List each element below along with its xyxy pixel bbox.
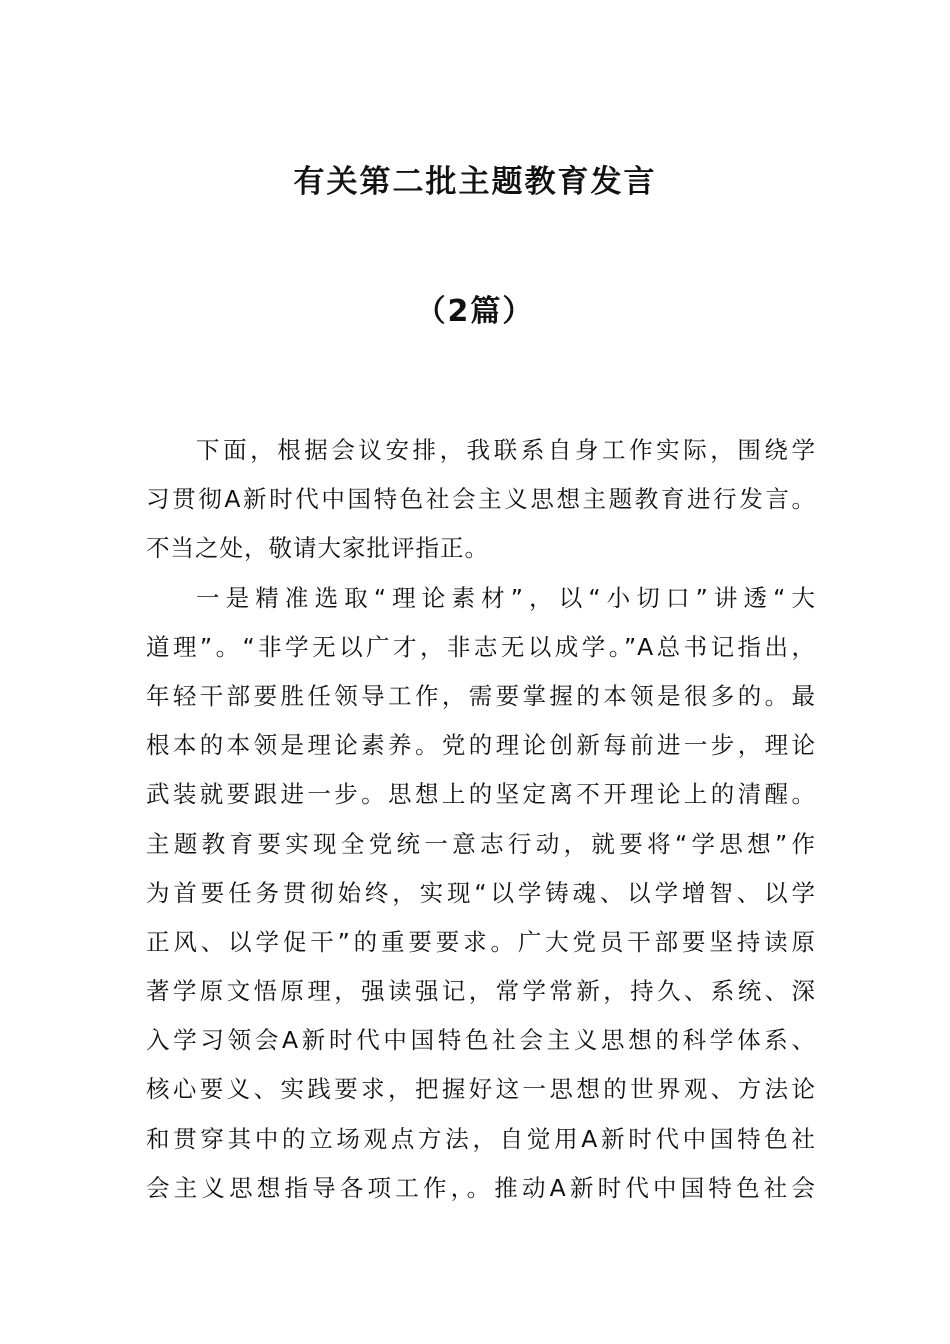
- paragraph-2-line-12: 和贯穿其中的立场观点方法，自觉用A新时代中国特色社: [146, 1124, 816, 1153]
- paragraph-2-line-7: 为首要任务贯彻始终，实现“以学铸魂、以学增智、以学: [146, 878, 816, 907]
- paragraph-2-line-13: 会主义思想指导各项工作，。推动A新时代中国特色社会: [146, 1173, 816, 1202]
- paragraph-2-line-4: 根本的本领是理论素养。党的理论创新每前进一步，理论: [146, 731, 816, 760]
- paragraph-2-line-10: 入学习领会A新时代中国特色社会主义思想的科学体系、: [146, 1026, 816, 1055]
- paragraph-1-line-2: 习贯彻A新时代中国特色社会主义思想主题教育进行发言。: [146, 485, 816, 514]
- paragraph-2-line-5: 武装就要跟进一步。思想上的坚定离不开理论上的清醒。: [146, 780, 816, 809]
- document-body: [146, 426, 816, 1213]
- paragraph-2-line-11: 核心要义、实践要求，把握好这一思想的世界观、方法论: [146, 1075, 816, 1104]
- document-subtitle: （2篇）: [415, 294, 535, 329]
- document-title: 有关第二批主题教育发言: [293, 164, 657, 200]
- paragraph-2-line-2: 道理”。“非学无以广才，非志无以成学。”A总书记指出，: [146, 632, 816, 661]
- paragraph-1-line-3: 不当之处，敬请大家批评指正。: [146, 534, 489, 563]
- paragraph-1-line-1: 下面，根据会议安排，我联系自身工作实际，围绕学: [196, 436, 816, 464]
- paragraph-2-line-1: 一是精准选取“理论素材”，以“小切口”讲透“大: [196, 583, 816, 612]
- paragraph-2-line-6: 主题教育要实现全党统一意志行动，就要将“学思想”作: [146, 829, 816, 858]
- paragraph-2-line-8: 正风、以学促干”的重要要求。广大党员干部要坚持读原: [146, 927, 816, 956]
- paragraph-2-line-3: 年轻干部要胜任领导工作，需要掌握的本领是很多的。最: [146, 681, 816, 710]
- paragraph-2-line-9: 著学原文悟原理，强读强记，常学常新，持久、系统、深: [146, 977, 816, 1006]
